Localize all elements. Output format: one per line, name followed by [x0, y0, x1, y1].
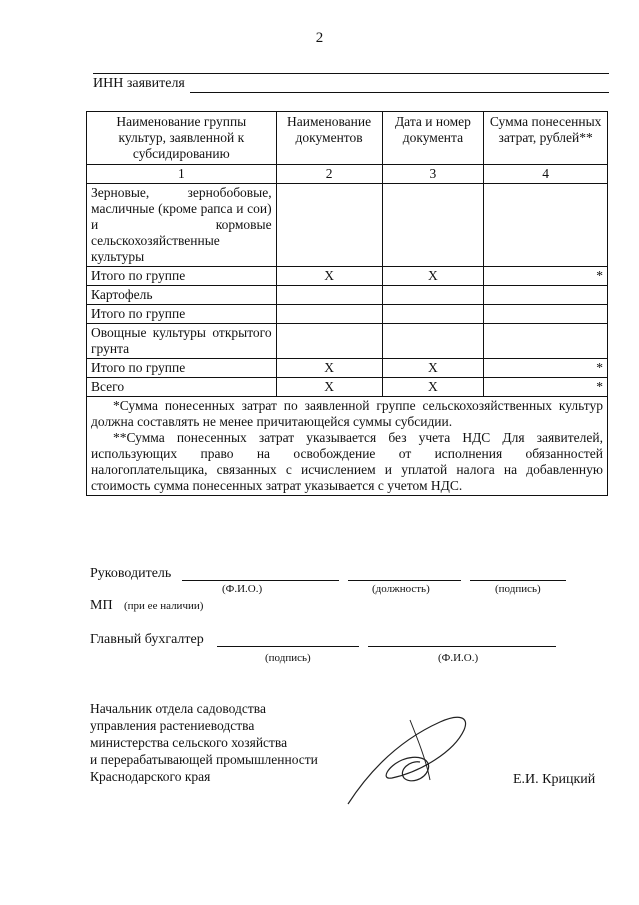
cell-docs	[276, 286, 382, 305]
col-number: 4	[484, 165, 608, 184]
cell-docs: Х	[276, 267, 382, 286]
footer-title	[90, 700, 318, 785]
sign-caption: (подпись)	[495, 583, 541, 595]
cell-date	[382, 324, 484, 359]
header-date: Дата и номер документа	[382, 112, 484, 165]
acc-sign-line	[217, 646, 359, 647]
cell-docs: Х	[276, 378, 382, 397]
cell-date: Х	[382, 267, 484, 286]
footer-line: Краснодарского края	[90, 769, 211, 784]
cell-date: Х	[382, 378, 484, 397]
fio-caption: (Ф.И.О.)	[222, 583, 263, 595]
cell-date: Х	[382, 359, 484, 378]
cell-date	[382, 184, 484, 267]
costs-table	[86, 111, 608, 496]
row-label: Итого по группе	[87, 305, 277, 324]
note-1: *Сумма понесенных затрат по заявленной группе сельскохозяйственных культур должна составлять не менее причитающейся суммы субсидии.	[91, 398, 603, 429]
mp-note: (при ее наличии)	[124, 600, 204, 612]
row-label: Картофель	[87, 286, 277, 305]
accountant-label: Главный бухгалтер	[90, 632, 204, 647]
header-sum: Сумма понесенных затрат, рублей**	[484, 112, 608, 165]
cell-sum	[484, 305, 608, 324]
head-position-line	[348, 580, 461, 581]
cell-date	[382, 305, 484, 324]
header-row	[87, 112, 608, 165]
footer-line: и перерабатывающей промышленности	[90, 752, 318, 767]
table-row	[87, 378, 608, 397]
col-number: 1	[87, 165, 277, 184]
footer-line: управления растениеводства	[90, 718, 255, 733]
cell-sum: *	[484, 378, 608, 397]
cell-sum: *	[484, 267, 608, 286]
cell-docs	[276, 324, 382, 359]
row-label: Овощные культуры открытого грунта	[87, 324, 277, 359]
acc-fio-line	[368, 646, 556, 647]
acc-fio-caption: (Ф.И.О.)	[438, 652, 479, 664]
notes-cell	[87, 397, 608, 496]
cell-sum: *	[484, 359, 608, 378]
col-number: 3	[382, 165, 484, 184]
inn-top-line	[93, 73, 609, 74]
table-row	[87, 184, 608, 267]
mp-label: МП	[90, 598, 113, 613]
inn-label: ИНН заявителя	[93, 76, 185, 91]
cell-sum	[484, 286, 608, 305]
table-row	[87, 305, 608, 324]
header-group: Наименование группы культур, заявленной к субсидированию	[87, 112, 277, 165]
col-number-row	[87, 165, 608, 184]
acc-sign-caption: (подпись)	[265, 652, 311, 664]
cell-docs	[276, 305, 382, 324]
cell-date	[382, 286, 484, 305]
cell-sum	[484, 324, 608, 359]
footer-line: министерства сельского хозяйства	[90, 735, 288, 750]
note-2: **Сумма понесенных затрат указывается без учета НДС Для заявителей, использующих право на освобождение от исполнения обязанностей налогоплательщика, связанных с исчислением и уплатой налога на добавленную стоимость сумма понесенных затрат указывается с учетом НДС.	[91, 430, 603, 493]
cell-docs: Х	[276, 359, 382, 378]
cell-sum	[484, 184, 608, 267]
footer-line: Начальник отдела садоводства	[90, 701, 266, 716]
row-label: Итого по группе	[87, 359, 277, 378]
header-docs: Наименование документов	[276, 112, 382, 165]
table-row	[87, 324, 608, 359]
page-number: 2	[315, 30, 324, 46]
row-label: Зерновые, зернобобовые, масличные (кроме рапса и сои) и кормовые сельскохозяйственные культуры	[87, 184, 277, 267]
table-row	[87, 286, 608, 305]
inn-underline	[190, 92, 609, 93]
signatory-name: Е.И. Крицкий	[513, 772, 596, 787]
cell-docs	[276, 184, 382, 267]
notes-row	[87, 397, 608, 496]
row-label: Всего	[87, 378, 277, 397]
signature-scribble	[340, 700, 480, 810]
head-label: Руководитель	[90, 566, 172, 581]
table-row	[87, 359, 608, 378]
col-number: 2	[276, 165, 382, 184]
head-fio-line	[182, 580, 339, 581]
table-row	[87, 267, 608, 286]
position-caption: (должность)	[372, 583, 430, 595]
head-sign-line	[470, 580, 566, 581]
row-label: Итого по группе	[87, 267, 277, 286]
